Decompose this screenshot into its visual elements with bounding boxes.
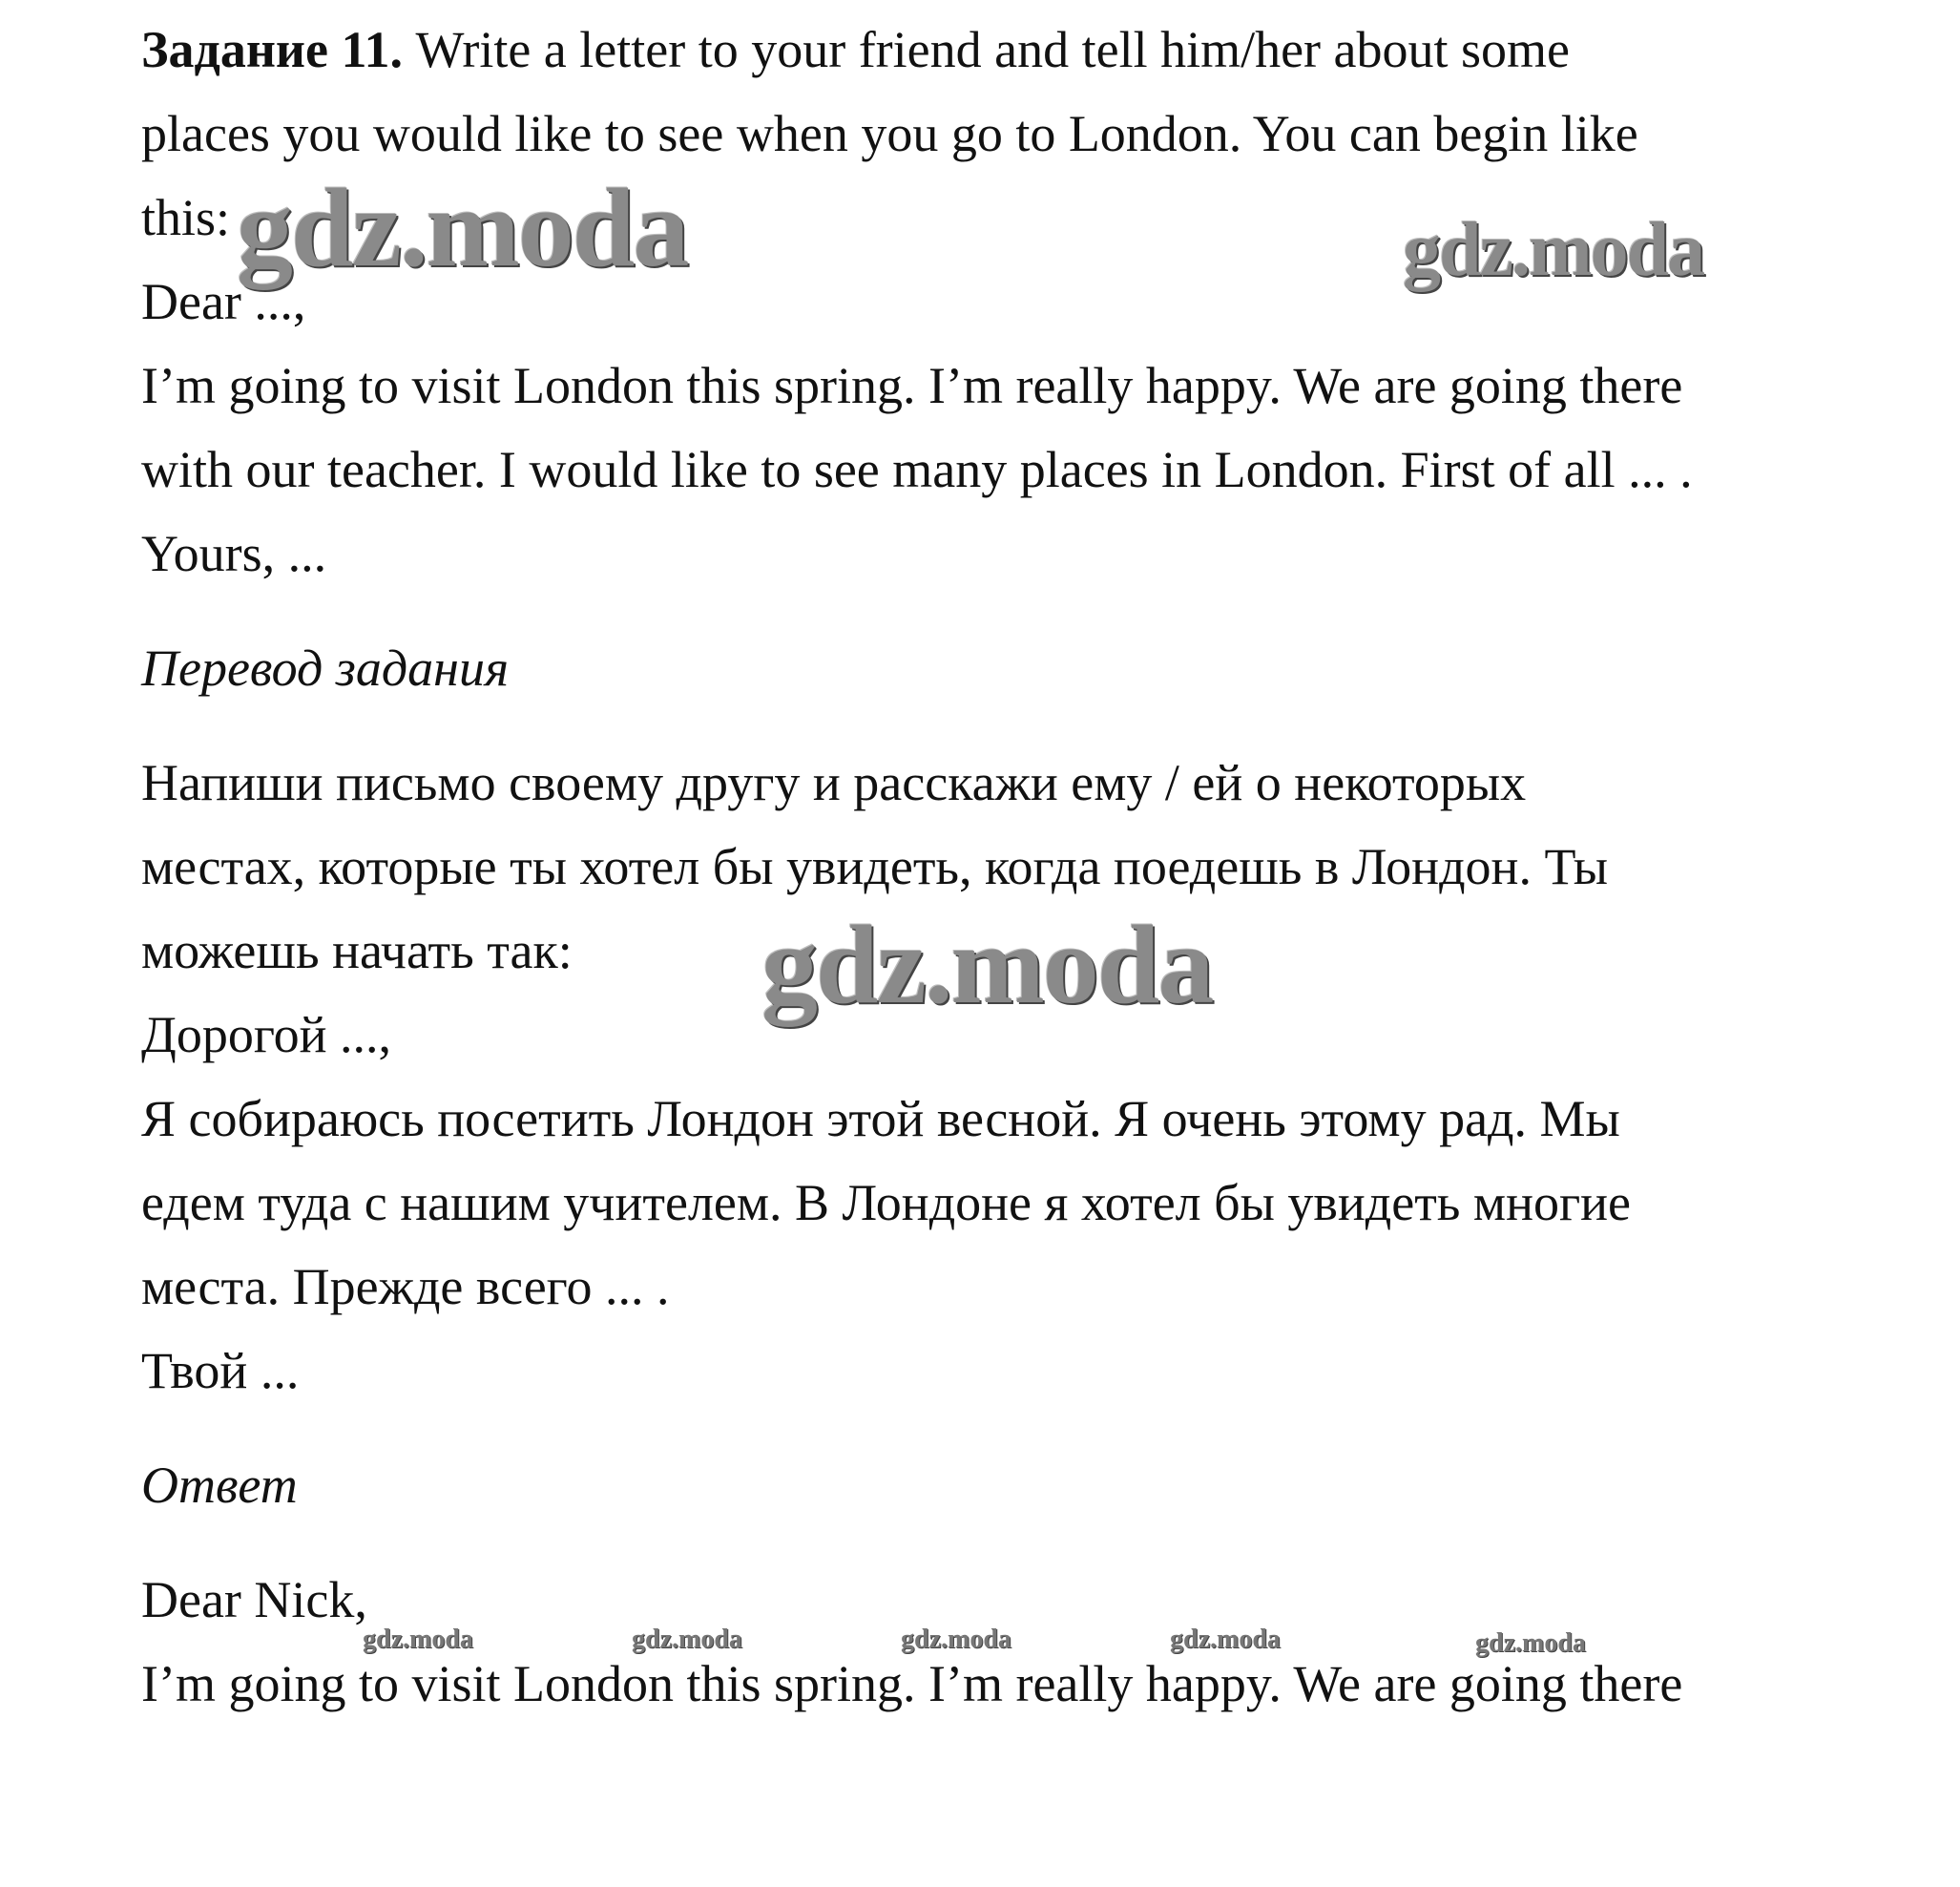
answer-greeting: Dear Nick, bbox=[141, 1571, 367, 1628]
task-line-2: places you would like to see when you go to London. You can begin like bbox=[141, 105, 1638, 162]
translation-line-2: местах, которые ты хотел бы увидеть, когда поедешь в Лондон. Ты bbox=[141, 838, 1609, 895]
watermark-logo: gdz.moda bbox=[1475, 1628, 1586, 1658]
translation-signoff: Твой ... bbox=[141, 1342, 300, 1399]
example-greeting: Dear ..., bbox=[141, 273, 306, 330]
translation-line-1: Напиши письмо своему другу и расскажи ему / ей о некоторых bbox=[141, 754, 1527, 811]
task-line-3: this: bbox=[141, 189, 231, 246]
watermark-logo: gdz.moda bbox=[1170, 1625, 1281, 1654]
translation-label: Перевод задания bbox=[141, 639, 510, 697]
translation-greeting: Дорогой ..., bbox=[141, 1006, 392, 1063]
example-line-1: I’m going to visit London this spring. I’m really happy. We are going there bbox=[141, 357, 1683, 414]
translation-line-5: едем туда с нашим учителем. В Лондоне я хотел бы увидеть многие bbox=[141, 1174, 1632, 1231]
task-line-1 bbox=[141, 19, 1570, 80]
watermark-logo: gdz.moda bbox=[761, 902, 1213, 1027]
watermark-logo: gdz.moda bbox=[237, 165, 688, 290]
answer-line-1: I’m going to visit London this spring. I’m really happy. We are going there bbox=[141, 1655, 1683, 1712]
watermark-logo: gdz.moda bbox=[632, 1625, 742, 1654]
answer-label: Ответ bbox=[141, 1457, 298, 1514]
translation-line-6: места. Прежде всего ... . bbox=[141, 1258, 670, 1315]
example-signoff: Yours, ... bbox=[141, 525, 327, 582]
task-title: Задание 11. bbox=[141, 21, 404, 78]
watermark-logo: gdz.moda bbox=[901, 1625, 1011, 1654]
translation-line-3: можешь начать так: bbox=[141, 922, 573, 979]
watermark-logo: gdz.moda bbox=[1403, 208, 1704, 292]
example-line-2: with our teacher. I would like to see many places in London. First of all ... . bbox=[141, 441, 1693, 498]
translation-line-4: Я собираюсь посетить Лондон этой весной. Я очень этому рад. Мы bbox=[141, 1090, 1620, 1147]
watermark-logo: gdz.moda bbox=[363, 1625, 473, 1654]
task-text: Write a letter to your friend and tell him/her about some bbox=[403, 21, 1570, 78]
